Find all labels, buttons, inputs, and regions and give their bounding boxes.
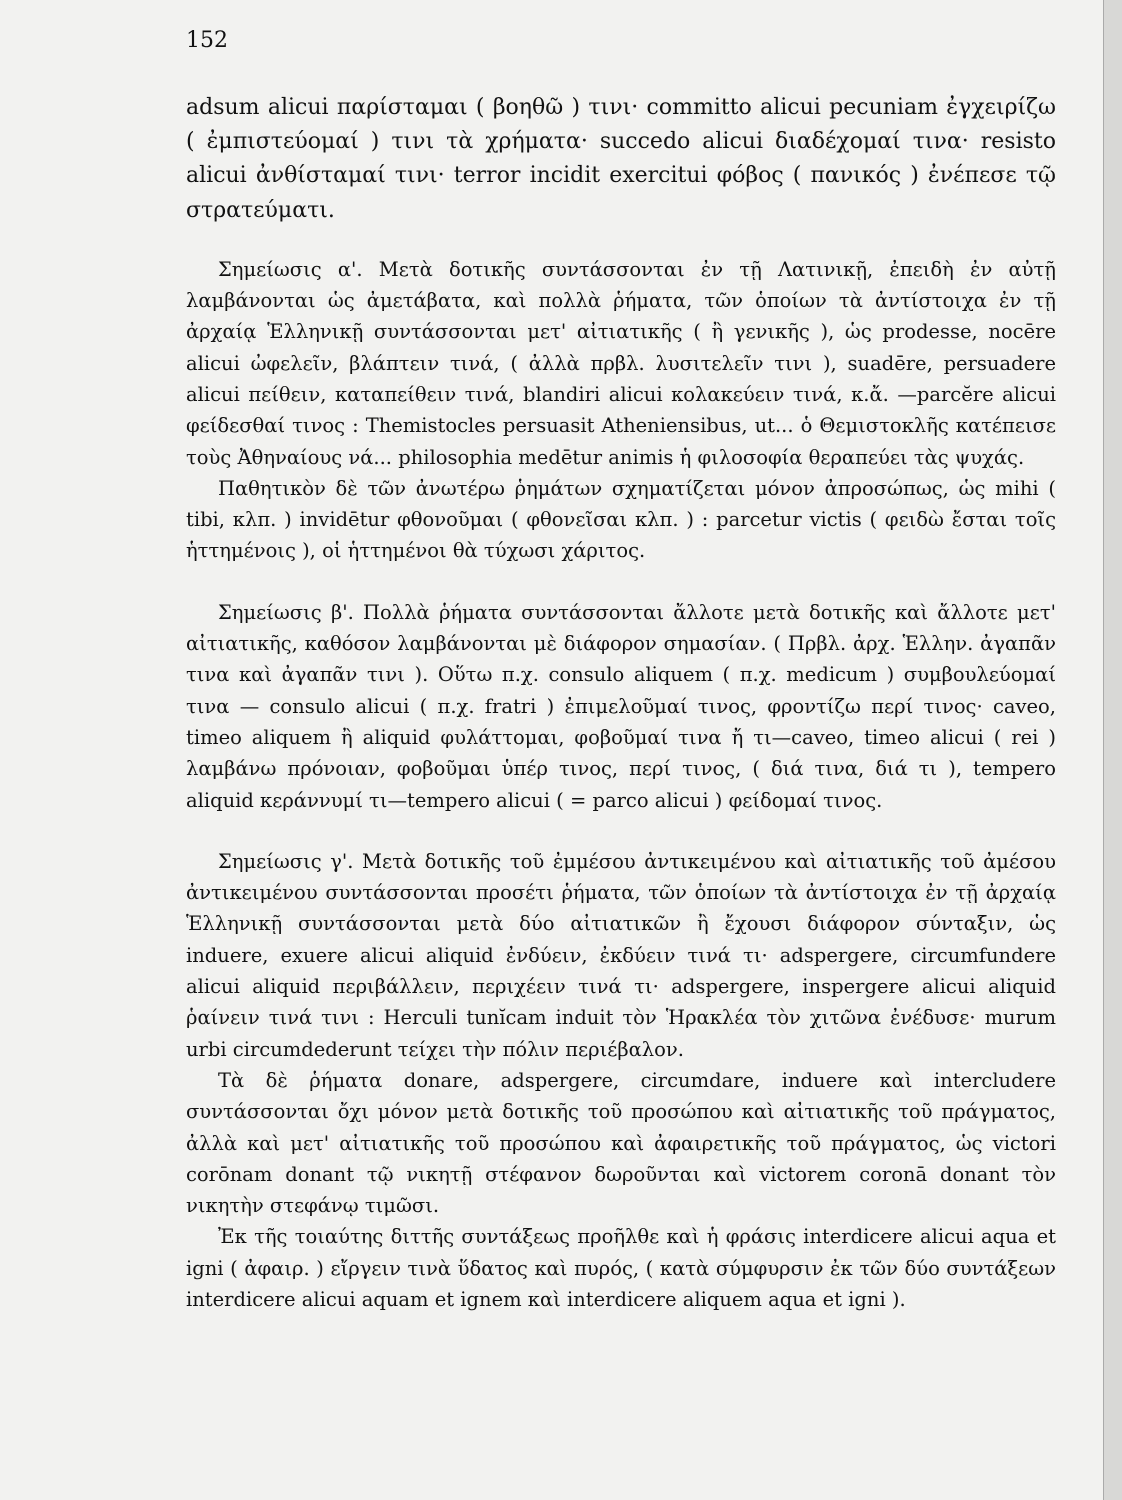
adjacent-page-edge	[1103, 0, 1122, 1500]
paragraph-double-construction: Τὰ δὲ ῥήματα donare, adspergere, circumdare, induere καὶ intercludere συντάσσονται ὄχι μόνον μετὰ δοτικῆς τοῦ προσώπου καὶ αἰτιατικῆς τοῦ πράγματος, ἀλλὰ καὶ μετ' αἰτιατικῆς τοῦ προσώπου καὶ ἀφαιρετικῆς τοῦ πράγματος, ὡς victori corōnam donant τῷ νικητῇ στέφανον δωροῦνται καὶ victorem coronā donant τὸν νικητὴν στεφάνῳ τιμῶσι.	[186, 1068, 1056, 1218]
paragraph-intro-examples: adsum alicui παρίσταμαι ( βοηθῶ ) τινι· committo alicui pecuniam ἐγχειρίζω ( ἐμπιστεύομαί ) τινι τὰ χρήματα· succedo alicui διαδέχομαί τινα· resisto alicui ἀνθίσταμαί τινι· terror incidit exercitui φόβος ( πανικός ) ἐνέπεσε τῷ στρατεύματι.	[186, 95, 1056, 223]
paragraph-passive: Παθητικὸν δὲ τῶν ἀνωτέρω ῥημάτων σχηματίζεται μόνον ἀπροσώπως, ὡς mihi ( tibi, κλπ. ) invidētur φθονοῦμαι ( φθονεῖσαι κλπ. ) : parcetur victis ( φειδὼ ἔσται τοῖς ἡττημένοις ), οἱ ἡττημένοι θὰ τύχωσι χάριτος.	[186, 476, 1056, 563]
paragraph-interdicere: Ἐκ τῆς τοιαύτης διττῆς συντάξεως προῆλθε καὶ ἡ φράσις interdicere alicui aqua et igni ( ἀφαιρ. ) εἴργειν τινὰ ὕδατος καὶ πυρός, ( κατὰ σύμφυρσιν ἐκ τῶν δύο συντάξεων interdicere alicui aquam et ignem καὶ interdicere aliquem aqua et igni ).	[186, 1225, 1056, 1312]
page-body	[186, 28, 1056, 1315]
paragraph-note-gamma: Σημείωσις γ'. Μετὰ δοτικῆς τοῦ ἐμμέσου ἀντικειμένου καὶ αἰτιατικῆς τοῦ ἀμέσου ἀντικειμένου συντάσσονται προσέτι ῥήματα, τῶν ὁποίων τὰ ἀντίστοιχα ἐν τῇ ἀρχαίᾳ Ἑλληνικῇ συντάσσονται μετὰ δύο αἰτιατικῶν ἢ ἔχουσι διάφορον σύνταξιν, ὡς induere, exuere alicui aliquid ἐνδύειν, ἐκδύειν τινά τι· adspergere, circumfundere alicui aliquid περιβάλλειν, περιχέειν τινά τι· adspergere, inspergere alicui aliquid ῥαίνειν τινά τινι : Herculi tunĭcam induit τὸν Ἡρακλέα τὸν χιτῶνα ἐνέδυσε· murum urbi circumdederunt τείχει τὴν πόλιν περιέβαλον.	[186, 849, 1056, 1061]
paragraph-note-beta: Σημείωσις β'. Πολλὰ ῥήματα συντάσσονται ἄλλοτε μετὰ δοτικῆς καὶ ἄλλοτε μετ' αἰτιατικῆς, καθόσον λαμβάνονται μὲ διάφορον σημασίαν. ( Πρβλ. ἀρχ. Ἑλλην. ἀγαπᾶν τινα καὶ ἀγαπᾶν τινι ). Οὕτω π.χ. consulo aliquem ( π.χ. medicum ) συμβουλεύομαί τινα — consulo alicui ( π.χ. fratri ) ἐπιμελοῦμαί τινος, φροντίζω περί τινος· caveo, timeo aliquem ἢ aliquid φυλάττομαι, φοβοῦμαί τινα ἤ τι—caveo, timeo alicui ( rei ) λαμβάνω πρόνοιαν, φοβοῦμαι ὑπέρ τινος, περί τινος, ( διά τινα, διά τι ), tempero aliquid κεράννυμί τι—tempero alicui ( = parco alicui ) φείδομαί τινος.	[186, 600, 1056, 812]
paragraph-note-alpha: Σημείωσις α'. Μετὰ δοτικῆς συντάσσονται ἐν τῇ Λατινικῇ, ἐπειδὴ ἐν αὐτῇ λαμβάνονται ὡς ἀμετάβατα, καὶ πολλὰ ῥήματα, τῶν ὁποίων τὰ ἀντίστοιχα ἐν τῇ ἀρχαίᾳ Ἑλληνικῇ συντάσσονται μετ' αἰτιατικῆς ( ἢ γενικῆς ), ὡς prodesse, nocēre alicui ὠφελεῖν, βλάπτειν τινά, ( ἀλλὰ πρβλ. λυσιτελεῖν τινι ), suadēre, persuadere alicui πείθειν, καταπείθειν τινά, blandiri alicui κολακεύειν τινά, κ.ἄ. —parcĕre alicui φείδεσθαί τινος : Themistocles persuasit Atheniensibus, ut... ὁ Θεμιστοκλῆς κατέπεισε τοὺς Ἀθηναίους νά... philosophia medētur animis ἡ φιλοσοφία θεραπεύει τὰς ψυχάς.	[186, 257, 1056, 469]
page-number: 152	[186, 28, 228, 53]
